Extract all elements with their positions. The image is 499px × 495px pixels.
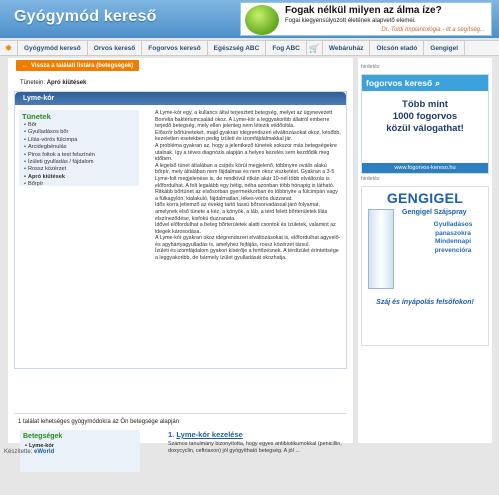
gengigel-ad[interactable] bbox=[361, 186, 489, 346]
gengigel-subtitle: Gengigel Szájspray bbox=[402, 209, 467, 216]
article-paragraph: Ízületi és izomfájdalom gyakori kísérője a fertőzésnek. A térdízület érintettsége a leggyakoribb, de bármely ízület gyulladását okozhatja. bbox=[155, 248, 339, 262]
symptom-label: Tünetein: bbox=[20, 80, 46, 86]
symptom-item[interactable]: • Bőrpír bbox=[24, 181, 95, 188]
benefit-line: prevencióra bbox=[434, 246, 472, 254]
symptom-item[interactable]: • Gyulladásos bőr bbox=[24, 129, 95, 136]
back-to-results-button[interactable] bbox=[16, 60, 139, 71]
nav-fogorvos-kereso[interactable]: Fogorvos kereső bbox=[142, 41, 207, 55]
apple-image bbox=[245, 5, 279, 35]
article-paragraph: Először bőrtüneteket, majd gyakran idegrendszeri elváltozásokat okoz, később, kezeletlen esetekben pedig ízületi és izomfájdalmakkal jár. bbox=[155, 129, 341, 143]
symptom-item[interactable]: • Piros foltok a test felszínén bbox=[24, 152, 95, 159]
result-title[interactable] bbox=[168, 430, 343, 439]
gengigel-benefits bbox=[420, 221, 486, 255]
result-item bbox=[168, 430, 343, 455]
results-count: 1 találat lehetséges gyógymódokra az Ön betegsége alapján bbox=[18, 419, 180, 425]
footer-brand-link[interactable]: eWorld bbox=[34, 449, 55, 455]
right-column bbox=[358, 58, 492, 443]
nav-gengigel[interactable]: Gengigel bbox=[424, 41, 465, 55]
footer-label: Készítette: bbox=[4, 449, 33, 455]
results-diseases-title: Betegségek bbox=[23, 433, 63, 440]
article-paragraph: A Lyme-kór egy, a kullancs által terjesztett betegség, melyet az úgynevezett Borrelia baktériumcsalád okoz. A Lyme-kór a leggyakoribb állatról emberre terjedő betegség, mely ellen jelenleg nem létezik védőoltás. bbox=[155, 110, 333, 130]
site-footer bbox=[4, 449, 54, 455]
magnifier-icon: ⌕ bbox=[435, 77, 441, 88]
banner-sponsor: Dr. Toldi Implantológia - itt a segítség... bbox=[381, 27, 485, 33]
ad-label: hirdetés bbox=[361, 64, 380, 70]
result-description: Számos tanulmány bizonyította, hogy egyes antibiotikumokkal (penicillin, doxycyclin, ceftriaxon) jól gyógyítható betegség. A jól ... bbox=[168, 441, 342, 454]
back-button-label: Vissza a találati listára (betegségek) bbox=[31, 62, 134, 69]
product-box-image bbox=[368, 209, 394, 289]
site-logo[interactable]: Gyógymód kereső bbox=[14, 8, 157, 25]
ad1-line: Több mint bbox=[402, 99, 448, 110]
symptom-item-active[interactable]: • Apró kiütések bbox=[24, 174, 95, 181]
panel-title: Lyme-kór bbox=[15, 92, 346, 105]
article-paragraph: Idős korra jellemző az évekig tartó lassú bőrsorvadással járó folyamat, amelynek első tünete a kéz, a könyök, a láb, a térd felett bőrterületek lilás elszíneződése, kisfokú duzzanata. bbox=[155, 202, 328, 222]
nav-fog-abc[interactable]: Fog ABC bbox=[266, 41, 307, 55]
ad1-line: 1000 fogorvos bbox=[392, 111, 458, 122]
star-icon[interactable]: ✸ bbox=[0, 41, 18, 55]
banner-subline: Fogai kiegyensúlyozott életének alapvető elemei. bbox=[285, 18, 416, 24]
symptom-item[interactable]: • Lilás-vörös fülcimpa bbox=[24, 137, 95, 144]
symptoms-box bbox=[19, 110, 139, 186]
gengigel-cta: Száj és ínyápolás felsőfokon! bbox=[376, 299, 474, 306]
results-disease-item[interactable]: • Lyme-kór bbox=[25, 443, 54, 449]
symptom-item[interactable]: • Bőr bbox=[24, 122, 95, 129]
ad1-url: www.fogorvos-kereso.hu bbox=[362, 163, 488, 173]
symptom-item[interactable]: • Arcidegbénulás bbox=[24, 144, 95, 151]
article-paragraph: Idővel előfordulhat a beteg bőrterületek alatti csontok és ízületek, valamint az idegek károsodása. bbox=[155, 222, 336, 235]
result-title-link[interactable]: Lyme-kór kezelése bbox=[176, 430, 243, 439]
disease-article bbox=[155, 110, 341, 365]
benefit-line: Mindennapi bbox=[434, 238, 472, 245]
ad1-line: közül válogathat! bbox=[386, 123, 464, 134]
article-paragraph: Ritkább bőrtünet az elsősorban gyermekkorban és többnyire a fülcimpán vagy a fülkagylón, kialakuló, fájdalmatlan, lékes-vörös duzzanat. bbox=[155, 189, 338, 202]
symptoms-list bbox=[24, 122, 95, 189]
symptoms-title: Tünetek bbox=[22, 112, 51, 121]
symptom-item[interactable]: • Ízületi gyulladás / fájdalom bbox=[24, 159, 95, 166]
ad1-title: fogorvos kereső bbox=[366, 78, 433, 88]
header-banner-ad[interactable] bbox=[240, 2, 492, 36]
nav-gyogymod-kereso[interactable]: Gyógymód kereső bbox=[18, 41, 88, 55]
ad1-title-bar bbox=[362, 75, 488, 91]
article-paragraph: A probléma gyakran az, hogy a jelentkező tünetek sokszor más betegségekre utalnak, így a téves diagnózis alapján a helyes kezelés sem kezdődik meg időben. bbox=[155, 142, 337, 163]
fogorvos-kereso-ad[interactable] bbox=[361, 74, 489, 174]
remedy-results bbox=[14, 413, 347, 495]
cart-icon[interactable]: 🛒 bbox=[307, 41, 323, 55]
site-header bbox=[0, 0, 499, 38]
main-nav bbox=[0, 40, 499, 56]
benefit-line: Gyulladásos bbox=[433, 221, 473, 228]
selected-symptom-line bbox=[20, 80, 86, 86]
gengigel-logo: GENGIGEL bbox=[386, 190, 464, 206]
arrow-left-icon: ← bbox=[22, 62, 28, 69]
ad1-headline bbox=[362, 99, 488, 135]
symptom-item[interactable]: • Rossz közérzet bbox=[24, 166, 95, 173]
nav-olcson-elado[interactable]: Olcsón eladó bbox=[370, 41, 424, 55]
result-number: 1. bbox=[168, 430, 175, 439]
banner-headline: Fogak nélkül milyen az álma íze? bbox=[285, 5, 442, 16]
article-paragraph: A legelső tünet általában a csípés körül megjelenő, többnyire ovális alakú bőrpír, mely általában nem fájdalmas és nem okoz viszketést. Gyakran a 3-5 Lyme-folt megjelenése is, de rendkívül ritkán akár 10-nél több elváltozás is előfordulhat. A folt legalább egy hétig, néha azonban több hónapig is látható. bbox=[155, 162, 335, 189]
nav-orvos-kereso[interactable]: Orvos kereső bbox=[88, 41, 143, 55]
benefit-line: panaszokra bbox=[435, 229, 471, 237]
article-paragraph: A Lyme-kór gyakran okoz idegrendszeri elváltozásokat is, előfordulhat agyvelő- és agyhártyagyulladás is, amelyhez fejfájás, rossz közérzet társul. bbox=[155, 235, 341, 248]
nav-webaruhaz[interactable]: Webáruház bbox=[323, 41, 371, 55]
symptom-value: Apró kiütések bbox=[46, 80, 87, 86]
disease-panel bbox=[14, 91, 347, 369]
ad-label: hirdetés bbox=[361, 176, 380, 182]
nav-egeszseg-abc[interactable]: Egészség ABC bbox=[208, 41, 267, 55]
